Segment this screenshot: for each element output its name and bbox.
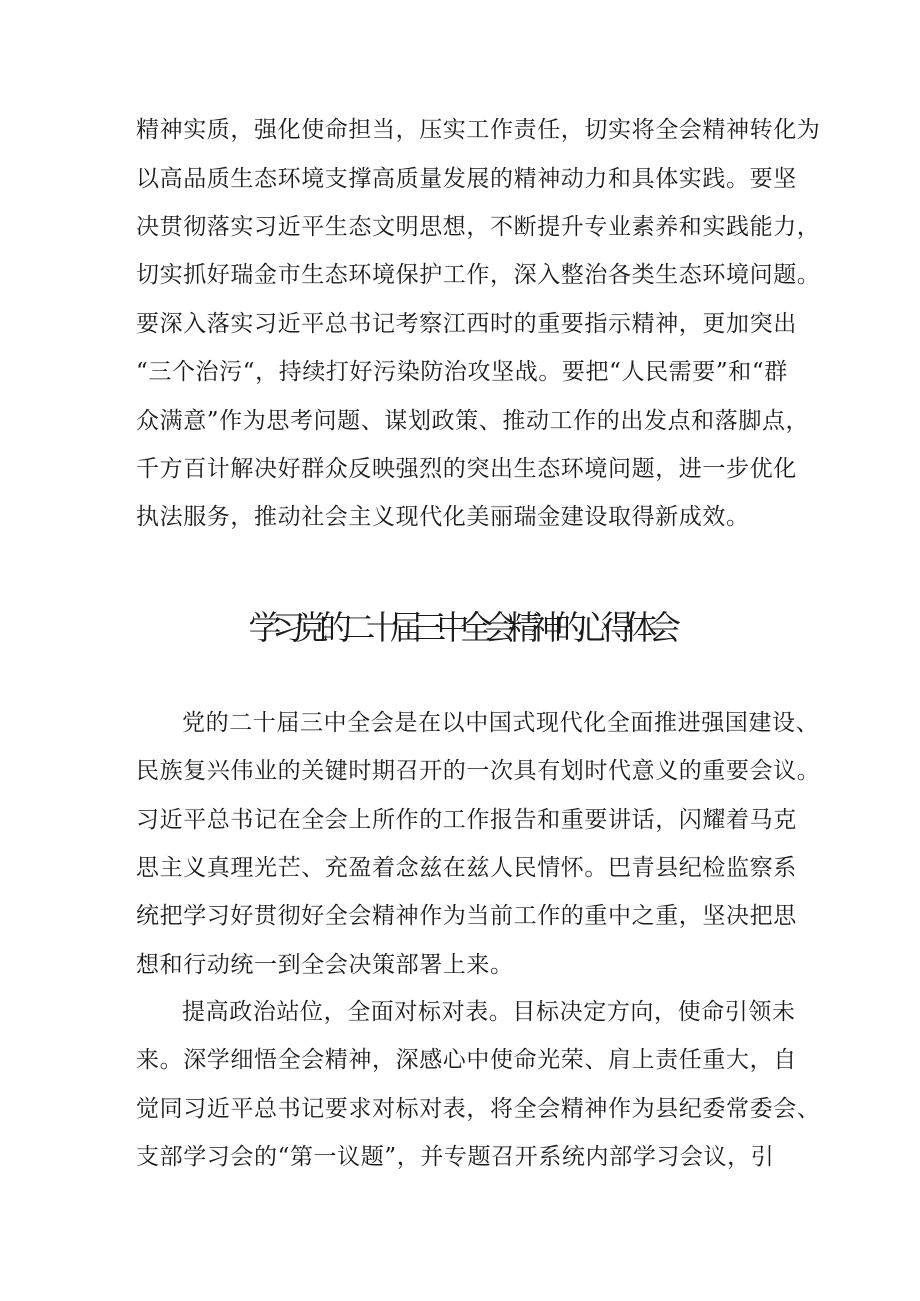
text-line: 提高政治站位，全面对标对表。目标决定方向，使命引领未 [182,999,796,1025]
text-line: 切实抓好瑞金市生态环境保护工作，深入整治各类生态环境问题。 [136,262,821,288]
text-line: 执法服务，推动社会主义现代化美丽瑞金建设取得新成效。 [136,504,750,530]
text-line: 统把学习好贯彻好全会精神作为当前工作的重中之重，坚决把思 [136,903,797,929]
text-line: 要深入落实习近平总书记考察江西时的重要指示精神，更加突出 [136,311,797,337]
text-line: 精神实质，强化使命担当，压实工作责任，切实将全会精神转化为 [136,117,821,143]
text-line: 习近平总书记在全会上所作的工作报告和重要讲话，闪耀着马克 [136,807,797,833]
text-line: 支部学习会的“第一议题”，并专题召开系统内部学习会议，引 [136,1144,775,1170]
text-line: 想和行动统一到全会决策部署上来。 [136,952,514,978]
text-line: 决贯彻落实习近平生态文明思想，不断提升专业素养和实践能力， [136,214,821,240]
article-title: 学习党的二十届三中全会精神的心得体会 [248,608,672,647]
text-line: 觉同习近平总书记要求对标对表，将全会精神作为县纪委常委会、 [136,1096,821,1122]
text-line: 千方百计解决好群众反映强烈的突出生态环境问题，进一步优化 [136,456,797,482]
text-line: 来。深学细悟全会精神，深感心中使命光荣、肩上责任重大，自 [136,1047,797,1073]
text-line: 众满意”作为思考问题、谋划政策、推动工作的出发点和落脚点， [136,408,810,434]
text-line: 思主义真理光芒、充盈着念兹在兹人民情怀。巴青县纪检监察系 [136,855,797,881]
text-line: 党的二十届三中全会是在以中国式现代化全面推进强国建设、 [182,710,820,736]
text-line: “三个治污“，持续打好污染防治攻坚战。要把“人民需要”和“群 [136,359,788,385]
text-line: 以高品质生态环境支撑高质量发展的精神动力和具体实践。要坚 [136,166,797,192]
text-line: 民族复兴伟业的关键时期召开的一次具有划时代意义的重要会议。 [136,758,821,784]
